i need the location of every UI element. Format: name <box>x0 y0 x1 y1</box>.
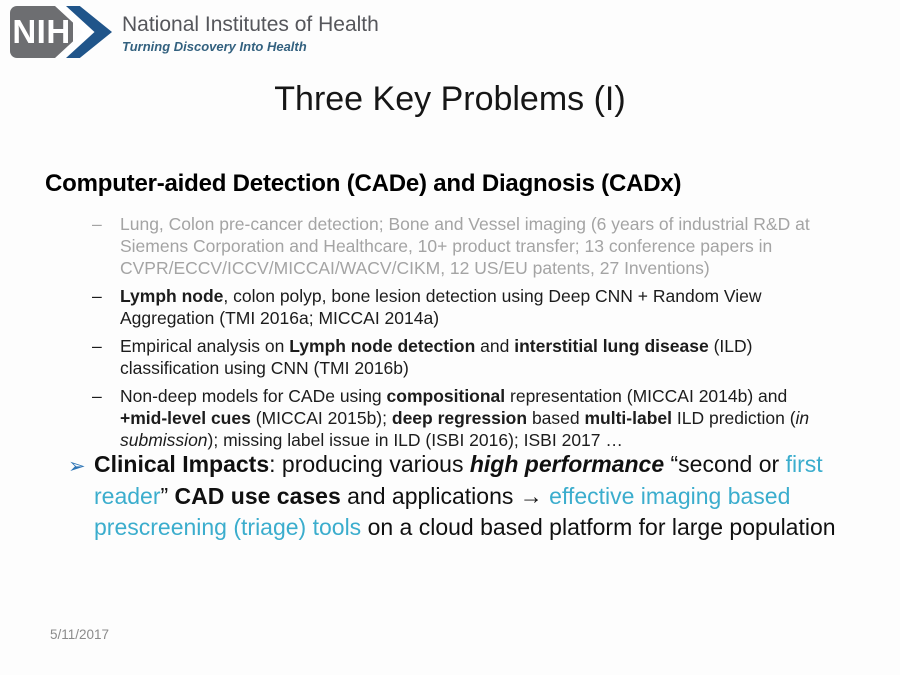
bullet-text: and <box>475 336 515 356</box>
bullet-text: Lymph node detection <box>289 336 476 356</box>
slide-title: Three Key Problems (I) <box>274 80 626 118</box>
bullet-text: CAD use cases <box>174 482 341 509</box>
bullet-industry-experience <box>90 213 832 279</box>
bullet-text: representation (MICCAI 2014b) and <box>505 386 788 406</box>
bullet-text: based <box>527 408 585 428</box>
bullet-text: effective imaging based prescreening (triage) tools <box>94 482 791 540</box>
bullet-list <box>90 213 818 457</box>
bullet-text: deep regression <box>391 408 528 428</box>
nih-header <box>10 6 379 58</box>
section-heading: Computer-aided Detection (CADe) and Diagnosis (CADx) <box>45 170 682 197</box>
slide-date: 5/11/2017 <box>50 627 110 642</box>
bullet-non-deep-models <box>90 385 818 451</box>
bullet-text: and applications <box>340 482 520 509</box>
bullet-text: ILD prediction ( <box>672 408 796 428</box>
bullet-empirical-analysis <box>90 335 818 379</box>
bullet-text: interstitial lung disease <box>514 336 709 356</box>
bullet-text: , colon polyp, bone lesion detection using Deep CNN + Random View Aggregation (TMI 2016a; MICCAI 2014a) <box>120 286 762 328</box>
dash-bullet-icon: – <box>92 386 102 406</box>
nih-header-text <box>122 6 379 54</box>
bullet-text: multi-label <box>584 408 672 428</box>
arrow-bullet-icon: ➢ <box>68 455 86 478</box>
bullet-text: Clinical Impacts <box>94 451 270 477</box>
dash-bullet-icon: – <box>92 214 102 234</box>
bullet-text: first reader <box>94 451 823 509</box>
bullet-text: compositional <box>386 386 506 406</box>
bullet-text: Lymph node <box>120 286 224 306</box>
bullet-text: Non-deep models for CADe using <box>120 386 387 406</box>
bullet-text: : producing various <box>269 451 470 477</box>
bullet-text: (ILD) classification using CNN (TMI 2016b) <box>120 336 753 378</box>
bullet-clinical-impacts <box>68 449 842 544</box>
bullet-text: high performance <box>469 451 665 477</box>
bullet-text: ” <box>160 482 175 509</box>
bullet-text: ); missing label issue in ILD (ISBI 2016); ISBI 2017 … <box>207 430 623 450</box>
org-name: National Institutes of Health <box>122 13 379 36</box>
dash-bullet-icon: – <box>92 286 102 306</box>
bullet-text: Lung, Colon pre-cancer detection; Bone and Vessel imaging (6 years of industrial R&D at Siemens Corporation and Healthcare, 10+ product transfer; 13 conference papers in CVPR/ECCV/ICCV/MICCAI/WACV/CIKM, 12 US/EU patents, 27 Inventions) <box>120 214 810 278</box>
bullet-text: “second or <box>664 451 786 477</box>
right-arrow-glyph: → <box>519 482 550 509</box>
nih-logo-acronym: NIH <box>12 13 71 50</box>
dash-bullet-icon: – <box>92 336 102 356</box>
org-tagline: Turning Discovery Into Health <box>122 39 307 54</box>
bullet-text: +mid-level cues <box>120 408 251 428</box>
bullet-text: (MICCAI 2015b); <box>250 408 392 428</box>
bullet-text: in submission <box>120 408 810 450</box>
bullet-text: Empirical analysis on <box>120 336 290 356</box>
bullet-lymph-node-detection <box>90 285 818 329</box>
bullet-text: on a cloud based platform for large population <box>361 514 836 540</box>
nih-logo <box>10 6 114 58</box>
